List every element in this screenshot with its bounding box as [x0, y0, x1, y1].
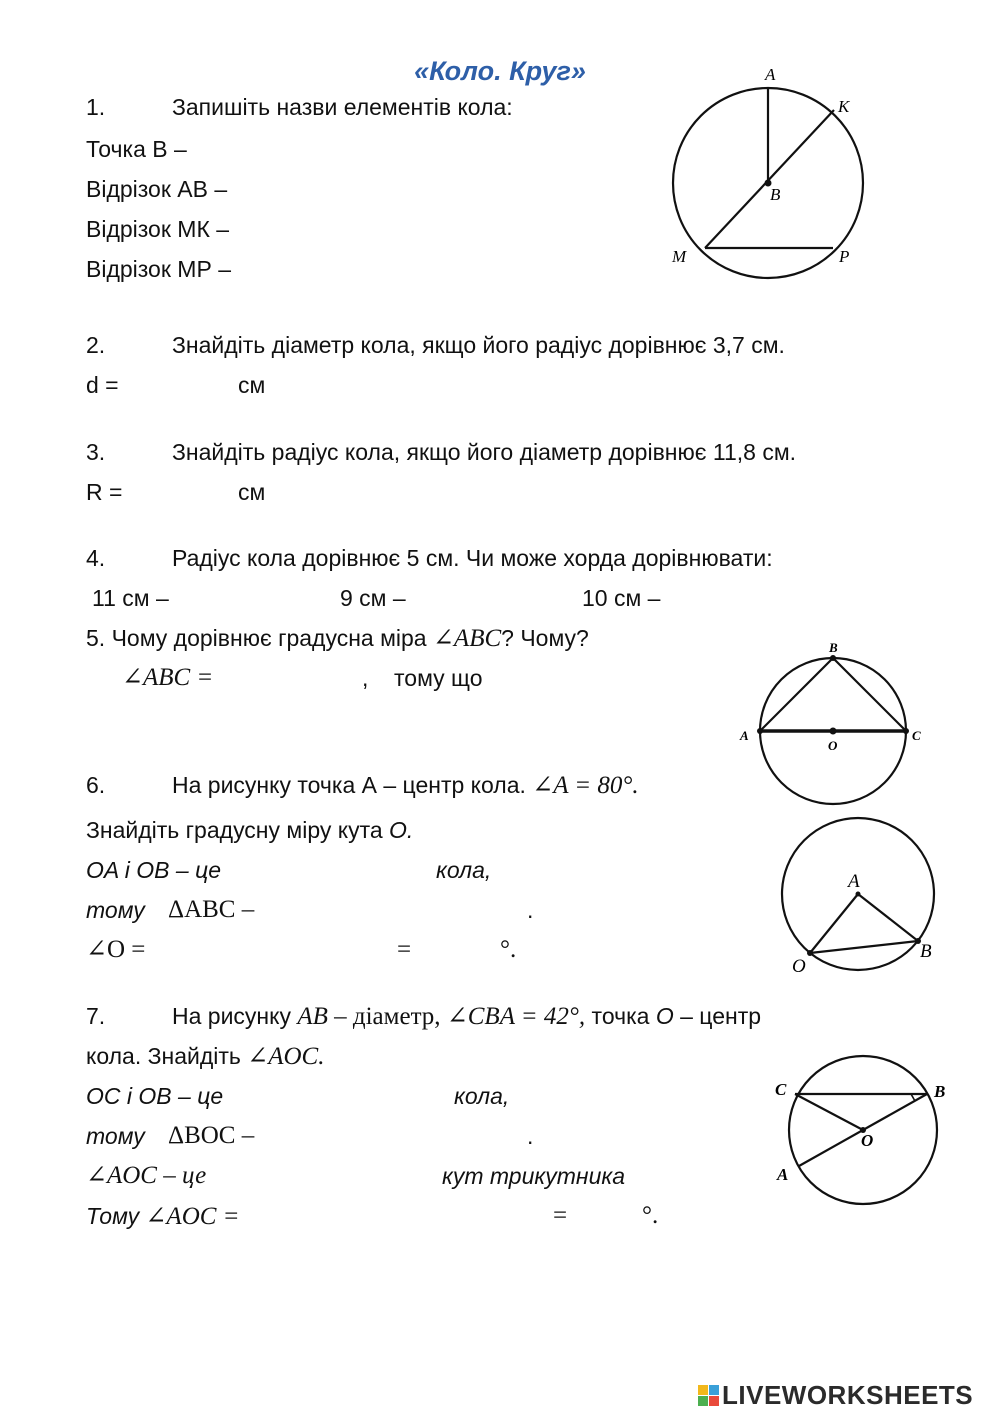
task3-number: 3. [86, 439, 106, 465]
task6-equals: = [397, 936, 412, 963]
task6-degrees: °. [500, 936, 517, 963]
label-c: C [912, 728, 921, 743]
task7-kola: кола, [454, 1083, 510, 1109]
task1-line-segment-mp: Відрізок МР – [86, 256, 231, 282]
task1-line-point-b: Точка В – [86, 136, 187, 162]
task7-equals: = [553, 1202, 568, 1229]
task7-aoc-eq: ∠AOC = [145, 1203, 240, 1230]
label-a: A [848, 871, 860, 892]
task6-find-text: Знайдіть градусну міру кута [86, 817, 390, 843]
logo-mark-icon [698, 1385, 719, 1406]
task7-number: 7. [86, 1003, 106, 1029]
task7-aoc-is: ∠AOC – це [86, 1162, 207, 1189]
label-o: O [861, 1131, 874, 1150]
task6-find-o: O. [389, 817, 414, 843]
task5-because: тому що [394, 665, 483, 691]
task1-line-segment-mk: Відрізок МК – [86, 216, 230, 242]
task7-find-text: кола. Знайдіть [86, 1043, 248, 1069]
task7-angle-cba: ∠CBA = 42°, [446, 1003, 586, 1030]
task5-question-start: 5. Чому дорівнює градусна міра [86, 625, 433, 651]
task4-option-9: 9 см – [340, 585, 406, 611]
task1-number: 1. [86, 94, 106, 120]
label-m: M [672, 247, 687, 266]
task5-comma: , [362, 665, 369, 691]
task2-number: 2. [86, 332, 106, 358]
task7-text-tail: – центр [673, 1003, 762, 1029]
task6-kola: кола, [436, 857, 492, 883]
task1-question: Запишіть назви елементів кола: [172, 94, 513, 120]
label-c: C [775, 1080, 787, 1099]
task4-option-11: 11 см – [92, 585, 169, 611]
task7-oc-ob: OC і OB – це [86, 1083, 224, 1109]
label-b: B [934, 1082, 946, 1101]
task6-angle-o: ∠O = [86, 936, 146, 963]
task7-text-end: точка [585, 1003, 656, 1029]
task7-find-aoc: ∠AOC. [247, 1043, 325, 1070]
task6-angle-a: ∠A = 80°. [532, 772, 639, 799]
task2-unit: см [238, 372, 266, 398]
logo-brand-text: LIVEWORKSHEETS [722, 1379, 974, 1410]
task4-option-10: 10 см – [582, 585, 661, 611]
task7-tomu2: Тому [86, 1203, 146, 1229]
task5-angle-lhs: ∠ABC = [122, 664, 214, 691]
radius-oc [795, 1094, 863, 1130]
label-p: P [839, 247, 850, 266]
label-a: A [740, 728, 749, 743]
label-k: K [838, 97, 850, 116]
page-title: «Коло. Круг» [414, 56, 586, 86]
task7-dot: . [527, 1123, 534, 1149]
task4-number: 4. [86, 545, 106, 571]
task7-o: O [655, 1003, 674, 1029]
liveworksheets-logo[interactable] [698, 1380, 973, 1410]
task6-dot: . [527, 897, 534, 923]
task1-line-segment-ab: Відрізок АВ – [86, 176, 228, 202]
label-a: A [765, 65, 776, 84]
task5-question-end: ? Чому? [501, 625, 589, 651]
task2-answer-label: d = [86, 372, 119, 398]
label-o: O [828, 738, 838, 753]
task7-ab: AB [297, 1003, 328, 1030]
label-o: O [792, 956, 806, 977]
task6-triangle: ΔABC – [168, 896, 255, 923]
task6-number: 6. [86, 772, 106, 798]
task6-tomu: тому [86, 897, 145, 923]
label-b: B [829, 640, 838, 655]
task5-question-angle: ∠ABC [432, 625, 502, 652]
task6-oa-ob: OA і OB – це [86, 857, 222, 883]
task6-question-text: На рисунку точка А – центр кола. [172, 772, 533, 798]
task7-text-mid: – діаметр, [327, 1003, 447, 1030]
task7-exterior-angle: кут трикутника [442, 1163, 626, 1189]
label-b: B [770, 185, 781, 204]
task7-tomu: тому [86, 1123, 145, 1149]
task3-unit: см [238, 479, 266, 505]
task7-text-start: На рисунку [172, 1003, 298, 1029]
label-a: A [777, 1165, 789, 1184]
task4-question: Радіус кола дорівнює 5 см. Чи може хорда дорівнювати: [172, 545, 773, 571]
task3-answer-label: R = [86, 479, 123, 505]
task7-triangle: ΔBOC – [168, 1122, 255, 1149]
task7-degrees: °. [642, 1202, 659, 1229]
task2-question: Знайдіть діаметр кола, якщо його радіус дорівнює 3,7 см. [172, 332, 785, 358]
label-b: B [920, 941, 932, 962]
task3-question: Знайдіть радіус кола, якщо його діаметр дорівнює 11,8 см. [172, 439, 797, 465]
